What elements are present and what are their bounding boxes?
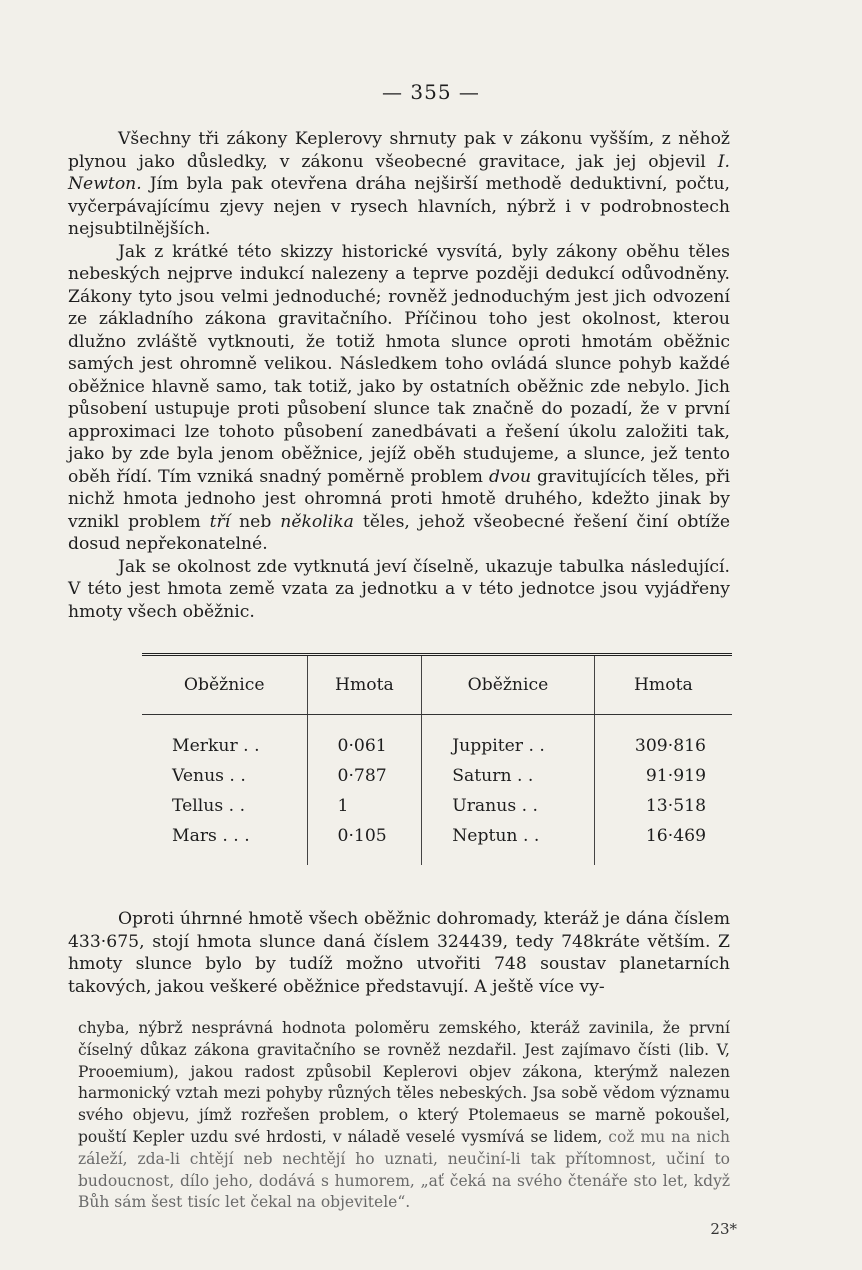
planet-name: Saturn . . bbox=[422, 761, 594, 791]
planet-mass: 0·061 bbox=[307, 715, 422, 762]
planet-name: Tellus . . bbox=[172, 796, 246, 816]
table-header: Oběžnice bbox=[142, 656, 307, 715]
footnote-faded-text: což mu na nich záleží, zda-li chtějí neb nechtějí ho uznati, neučiní-li tak přítomnost, učiní to budoucnost, dílo jeho, dodává s humorem, „ať čeká na svého čtenáře sto let, když Bůh sám šest tisíc let čekal na objevitele“. bbox=[78, 1127, 730, 1212]
planet-name: Neptun . . bbox=[422, 821, 594, 865]
planet-mass: 309·816 bbox=[594, 715, 732, 762]
planet-mass: 16·469 bbox=[594, 821, 732, 865]
body-text-bottom bbox=[68, 908, 730, 998]
table-header: Hmota bbox=[594, 656, 732, 715]
planet-mass: 0·787 bbox=[307, 761, 422, 791]
paragraph-3: Jak se okolnost zde vytknutá jeví číselně, ukazuje tabulka následující. V této jest hmota země vzata za jednotku a v této jednotce jsou vyjádřeny hmoty všech oběžnic. bbox=[68, 556, 730, 622]
planet-mass: 91·919 bbox=[594, 761, 732, 791]
planet-name: Venus . . bbox=[172, 766, 246, 786]
planet-mass: 13·518 bbox=[594, 791, 732, 821]
planet-name: Juppiter . . bbox=[422, 715, 594, 762]
table-row bbox=[142, 791, 732, 821]
planet-mass: 0·105 bbox=[307, 821, 422, 865]
paragraph-2: Jak z krátké této skizzy historické vysvítá, byly zákony oběhu těles nebeských nejprve indukcí nalezeny a teprve později dedukcí odůvodněny. Zákony tyto jsou velmi jednoduché; rovněž jednoduchým jest jich odvození ze základního zákona gravitačního. Příčinou toho jest okolnost, kterou dlužno zvláště vytknouti, že totiž hmota slunce oproti hmotám oběžnic samých jest ohromně velikou. Následkem toho ovládá slunce pohyb každé oběžnice hlavně samo, tak totiž, jako by ostatních oběžnic zde nebylo. Jich působení ustupuje proti působení slunce tak značně do pozadí, že v první approximaci lze tohoto působení zanedbávati a řešení úkolu založiti tak, jako by zde byla jenom oběžnice, jejíž oběh studujeme, a slunce, jež tento oběh řídí. Tím vzniká snadný poměrně problem dvou gravitujících těles, při nichž hmota jednoho jest ohromná proti hmotě druhého, kdežto jinak by vznikl problem tří neb několika těles, jehož všeobecné řešení činí obtíže dosud nepřekonatelné. bbox=[68, 241, 731, 554]
table-row bbox=[142, 821, 732, 865]
emph-tri: tří bbox=[209, 511, 231, 532]
emph-nekolika: několika bbox=[280, 511, 354, 532]
table-row bbox=[142, 761, 732, 791]
footnote-text: chyba, nýbrž nesprávná hodnota poloměru zemského, kteráž zavinila, že první číselný důkaz zákona gravitačního se rovněž nezdařil. Jest zajímavo čísti (lib. V, Prooemium), jakou radost způsobil Keplerovi objev zákona, kterýmž nalezen harmonický vztah mezi pohyby různých těles nebeských. Jsa sobě vědom významu svého objevu, jímž rozřešen problem, o který Ptolemaeus se marně pokoušel, pouští Kepler uzdu své hrdosti, v náladě veselé vysmívá se lidem, bbox=[78, 1019, 730, 1146]
planet-name: Uranus . . bbox=[422, 791, 594, 821]
table-header: Hmota bbox=[307, 656, 422, 715]
table-header: Oběžnice bbox=[422, 656, 594, 715]
planet-name: Merkur . . bbox=[172, 736, 260, 756]
paragraph-1: Všechny tři zákony Keplerovy shrnuty pak v zákonu vyšším, z něhož plynou jako důsledky, v zákonu všeobecné gravitace, jak jej objevil I. Newton. Jím byla pak otevřena dráha nejširší methodě deduktivní, počtu, vyčerpávajícímu zjevy nejen v rysech hlavních, nýbrž i v podrobnostech nejsubtilnějších. bbox=[68, 129, 730, 239]
planet-mass: 1 bbox=[307, 791, 422, 821]
signature-mark: 23* bbox=[710, 1220, 737, 1238]
planet-name: Mars . . . bbox=[172, 826, 250, 846]
table-header-row bbox=[142, 656, 732, 715]
newton-name: I. Newton. bbox=[68, 151, 730, 194]
emph-dvou: dvou bbox=[488, 466, 532, 487]
footnote bbox=[78, 1018, 730, 1214]
body-text-top bbox=[68, 128, 730, 623]
paragraph-4: Oproti úhrnné hmotě všech oběžnic dohromady, kteráž je dána číslem 433·675, stojí hmota slunce daná číslem 324439, tedy 748kráte větším. Z hmoty slunce bylo by tudíž možno utvořiti 748 soustav planetarních takových, jakou veškeré oběžnice představují. A ještě více vy- bbox=[68, 909, 730, 997]
page-number: — 355 — bbox=[382, 80, 480, 104]
planet-mass-table bbox=[142, 653, 732, 865]
table-row bbox=[142, 715, 732, 762]
